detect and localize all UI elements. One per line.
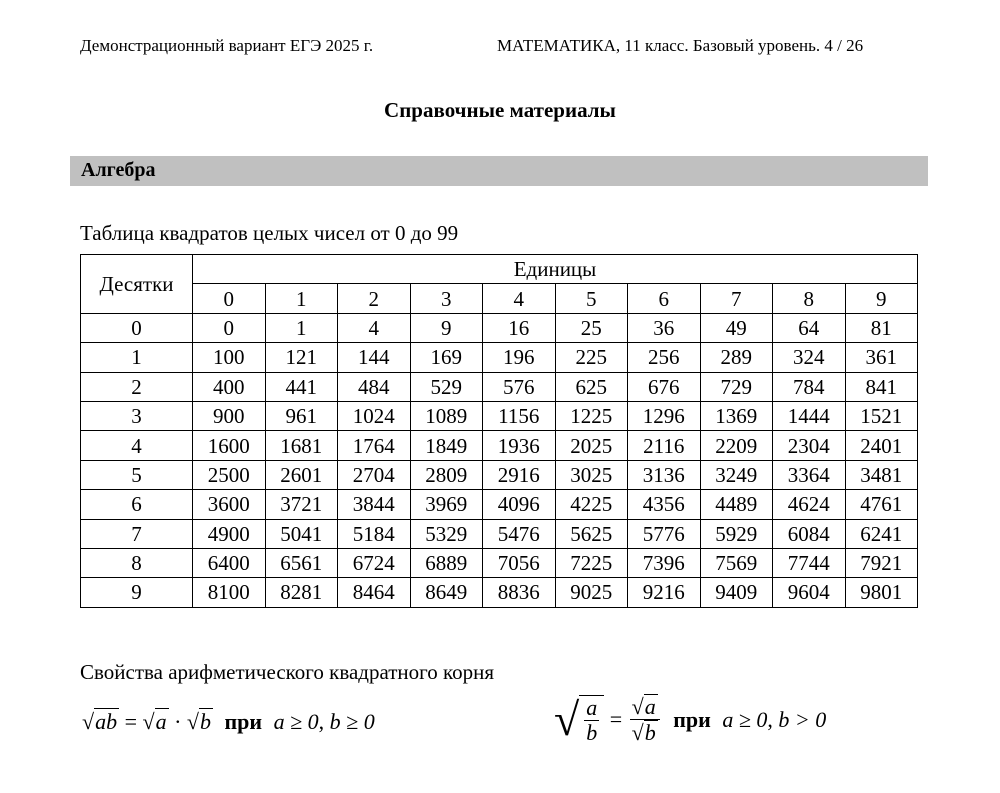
formula1-word: при <box>224 709 263 734</box>
unit-header-cell: 0 <box>193 284 266 313</box>
section-bar <box>70 156 928 186</box>
square-cell: 144 <box>338 343 411 372</box>
square-cell: 4096 <box>483 490 556 519</box>
tens-cell: 7 <box>81 519 193 548</box>
square-cell: 5184 <box>338 519 411 548</box>
unit-header-cell: 3 <box>410 284 483 313</box>
square-cell: 0 <box>193 313 266 342</box>
tens-cell: 2 <box>81 372 193 401</box>
formula2-cond1: a ≥ 0 <box>722 706 768 732</box>
header-left: Демонстрационный вариант ЕГЭ 2025 г. <box>80 36 374 55</box>
square-cell: 5776 <box>628 519 701 548</box>
square-cell: 1444 <box>773 401 846 430</box>
square-cell: 8836 <box>483 578 556 607</box>
tens-cell: 3 <box>81 401 193 430</box>
fraction-roots: $\frac{√a}{√b}$ <box>630 694 660 745</box>
square-cell: 7569 <box>700 548 773 577</box>
square-cell: 5476 <box>483 519 556 548</box>
square-cell: 8649 <box>410 578 483 607</box>
table-row <box>81 372 918 401</box>
square-cell: 1225 <box>555 401 628 430</box>
tens-cell: 9 <box>81 578 193 607</box>
square-cell: 4624 <box>773 490 846 519</box>
unit-header-cell: 7 <box>700 284 773 313</box>
square-cell: 2500 <box>193 460 266 489</box>
square-cell: 9604 <box>773 578 846 607</box>
table-row <box>81 460 918 489</box>
square-cell: 729 <box>700 372 773 401</box>
square-cell: 4761 <box>845 490 918 519</box>
square-cell: 2601 <box>265 460 338 489</box>
square-cell: 1024 <box>338 401 411 430</box>
table-row <box>81 431 918 460</box>
tens-cell: 5 <box>81 460 193 489</box>
squares-table <box>80 254 918 608</box>
sqrt-b: √b <box>186 709 211 734</box>
square-cell: 2704 <box>338 460 411 489</box>
square-cell: 529 <box>410 372 483 401</box>
square-cell: 2809 <box>410 460 483 489</box>
square-cell: 5329 <box>410 519 483 548</box>
section-title: Алгебра <box>81 159 156 181</box>
square-cell: 16 <box>483 313 556 342</box>
square-cell: 7744 <box>773 548 846 577</box>
sqrt-a: √a <box>142 709 167 734</box>
formula-quotient-root: √ $\frac{a}{b}$ = $\frac{√a}{√b}$ при a ≥ 0, b > 0 <box>554 693 827 745</box>
square-cell: 1849 <box>410 431 483 460</box>
square-cell: 1600 <box>193 431 266 460</box>
square-cell: 8281 <box>265 578 338 607</box>
square-cell: 2209 <box>700 431 773 460</box>
square-cell: 961 <box>265 401 338 430</box>
square-cell: 196 <box>483 343 556 372</box>
square-cell: 3249 <box>700 460 773 489</box>
square-cell: 225 <box>555 343 628 372</box>
square-cell: 4900 <box>193 519 266 548</box>
units-row <box>81 284 918 313</box>
square-cell: 900 <box>193 401 266 430</box>
unit-header-cell: 4 <box>483 284 556 313</box>
formula-product-root: √ab = √a · √b при a ≥ 0, b ≥ 0 <box>82 709 375 734</box>
sqrt-ab: √ab <box>82 709 118 734</box>
tens-cell: 4 <box>81 431 193 460</box>
square-cell: 6724 <box>338 548 411 577</box>
square-cell: 3481 <box>845 460 918 489</box>
tens-header: Десятки <box>81 255 193 314</box>
radicand-a: a <box>155 709 167 734</box>
formula1-cond2: b ≥ 0 <box>329 709 375 734</box>
square-cell: 625 <box>555 372 628 401</box>
square-cell: 6084 <box>773 519 846 548</box>
square-cell: 5929 <box>700 519 773 548</box>
table-caption: Таблица квадратов целых чисел от 0 до 99 <box>80 221 459 245</box>
table-header-row <box>81 255 918 284</box>
square-cell: 676 <box>628 372 701 401</box>
square-cell: 784 <box>773 372 846 401</box>
square-cell: 4225 <box>555 490 628 519</box>
square-cell: 7225 <box>555 548 628 577</box>
square-cell: 1681 <box>265 431 338 460</box>
square-cell: 2116 <box>628 431 701 460</box>
table-body <box>81 313 918 607</box>
tens-cell: 6 <box>81 490 193 519</box>
radicand-den: b <box>644 720 656 745</box>
square-cell: 6889 <box>410 548 483 577</box>
square-cell: 7921 <box>845 548 918 577</box>
header-right: МАТЕМАТИКА, 11 класс. Базовый уровень. 4 / 26 <box>497 36 864 55</box>
table-row <box>81 343 918 372</box>
unit-header-cell: 2 <box>338 284 411 313</box>
square-cell: 1089 <box>410 401 483 430</box>
tens-cell: 1 <box>81 343 193 372</box>
tens-cell: 8 <box>81 548 193 577</box>
square-cell: 1 <box>265 313 338 342</box>
unit-header-cell: 9 <box>845 284 918 313</box>
square-cell: 121 <box>265 343 338 372</box>
square-cell: 25 <box>555 313 628 342</box>
square-cell: 2304 <box>773 431 846 460</box>
radicand-b: b <box>199 709 211 734</box>
tens-cell: 0 <box>81 313 193 342</box>
square-cell: 2401 <box>845 431 918 460</box>
square-cell: 289 <box>700 343 773 372</box>
square-cell: 2025 <box>555 431 628 460</box>
square-cell: 3600 <box>193 490 266 519</box>
square-cell: 3721 <box>265 490 338 519</box>
square-cell: 400 <box>193 372 266 401</box>
square-cell: 256 <box>628 343 701 372</box>
square-cell: 841 <box>845 372 918 401</box>
square-cell: 484 <box>338 372 411 401</box>
square-cell: 7056 <box>483 548 556 577</box>
unit-header-cell: 1 <box>265 284 338 313</box>
square-cell: 36 <box>628 313 701 342</box>
square-cell: 2916 <box>483 460 556 489</box>
square-cell: 6400 <box>193 548 266 577</box>
table-row <box>81 519 918 548</box>
square-cell: 441 <box>265 372 338 401</box>
table-row <box>81 313 918 342</box>
square-cell: 3025 <box>555 460 628 489</box>
square-cell: 81 <box>845 313 918 342</box>
radicand-ab: ab <box>95 709 118 734</box>
unit-header-cell: 8 <box>773 284 846 313</box>
square-cell: 9216 <box>628 578 701 607</box>
page-title: Справочные материалы <box>384 98 616 122</box>
square-cell: 6241 <box>845 519 918 548</box>
square-cell: 1296 <box>628 401 701 430</box>
square-cell: 9025 <box>555 578 628 607</box>
square-cell: 8464 <box>338 578 411 607</box>
square-cell: 324 <box>773 343 846 372</box>
square-cell: 3364 <box>773 460 846 489</box>
square-cell: 5625 <box>555 519 628 548</box>
square-cell: 64 <box>773 313 846 342</box>
square-cell: 1764 <box>338 431 411 460</box>
square-cell: 7396 <box>628 548 701 577</box>
unit-header-cell: 6 <box>628 284 701 313</box>
square-cell: 1521 <box>845 401 918 430</box>
square-cell: 8100 <box>193 578 266 607</box>
fraction-a-over-b: $\frac{a}{b}$ <box>586 694 598 745</box>
square-cell: 5041 <box>265 519 338 548</box>
table-row <box>81 548 918 577</box>
square-cell: 9801 <box>845 578 918 607</box>
table-row <box>81 490 918 519</box>
square-cell: 3969 <box>410 490 483 519</box>
properties-caption: Свойства арифметического квадратного корня <box>80 660 495 684</box>
square-cell: 3136 <box>628 460 701 489</box>
units-header: Единицы <box>193 255 918 284</box>
table-row <box>81 578 918 607</box>
square-cell: 100 <box>193 343 266 372</box>
square-cell: 576 <box>483 372 556 401</box>
square-cell: 1156 <box>483 401 556 430</box>
square-cell: 49 <box>700 313 773 342</box>
square-cell: 4356 <box>628 490 701 519</box>
formula2-word: при <box>673 706 711 732</box>
formula1-cond1: a ≥ 0 <box>273 709 319 734</box>
square-cell: 169 <box>410 343 483 372</box>
square-cell: 9 <box>410 313 483 342</box>
square-cell: 6561 <box>265 548 338 577</box>
radicand-num: a <box>644 694 656 719</box>
square-cell: 4 <box>338 313 411 342</box>
square-cell: 9409 <box>700 578 773 607</box>
formula2-cond2: b > 0 <box>778 706 827 732</box>
table-row <box>81 401 918 430</box>
square-cell: 1369 <box>700 401 773 430</box>
square-cell: 4489 <box>700 490 773 519</box>
square-cell: 3844 <box>338 490 411 519</box>
square-cell: 1936 <box>483 431 556 460</box>
unit-header-cell: 5 <box>555 284 628 313</box>
square-cell: 361 <box>845 343 918 372</box>
